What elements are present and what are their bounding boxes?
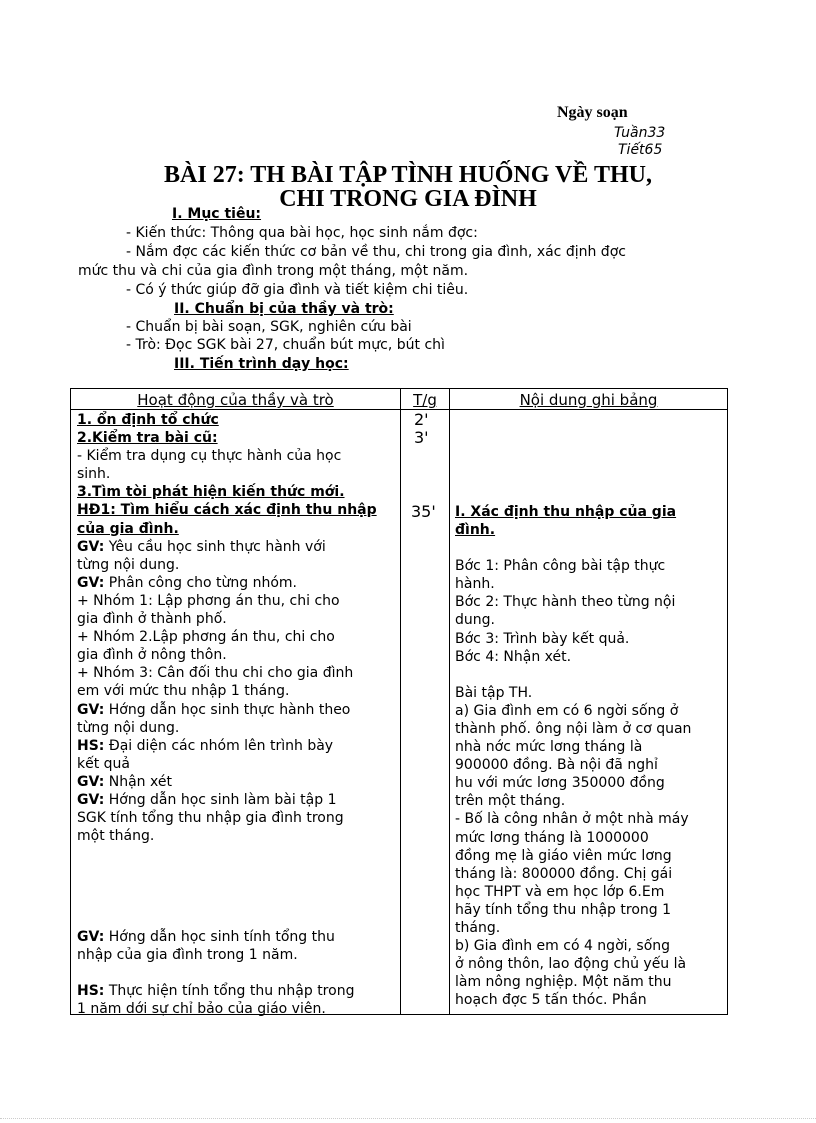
week-label: Tuần33 xyxy=(614,125,666,141)
content-text: Bớc 2: Thực hành theo từng nội xyxy=(455,594,676,611)
objective-item: mức thu và chi của gia đình trong một tháng, một năm. xyxy=(78,263,469,279)
time-mark: 35' xyxy=(411,502,436,521)
date-label: Ngày soạn xyxy=(557,104,628,121)
activity-line xyxy=(77,574,377,592)
activity-text: sinh. xyxy=(77,466,111,483)
activity-column xyxy=(77,411,377,845)
section-procedure-heading: III. Tiến trình dạy học: xyxy=(174,356,349,372)
time-mark: 2' xyxy=(414,410,429,429)
objective-item: - Có ý thức giúp đỡ gia đình và tiết kiệm chi tiêu. xyxy=(126,282,469,298)
content-text: Bớc 3: Trình bày kết quả. xyxy=(455,630,630,647)
hd1-heading: HĐ1: Tìm hiểu cách xác định thu nhập xyxy=(77,502,377,519)
objective-item: - Kiến thức: Thông qua bài học, học sinh nắm đợc: xyxy=(126,225,478,241)
activity-text: em với mức thu nhập 1 tháng. xyxy=(77,683,290,700)
activity-text: Nhận xét xyxy=(104,773,172,790)
activity-text: Yêu cầu học sinh thực hành với xyxy=(104,538,326,555)
teacher-label: GV: xyxy=(77,701,105,718)
content-text: làm nông nghiệp. Một năm thu xyxy=(455,974,672,991)
content-text: ở nông thôn, lao động chủ yếu là xyxy=(455,956,687,973)
activity-line xyxy=(77,701,377,719)
section-objectives-heading: I. Mục tiêu: xyxy=(172,206,262,222)
step-stabilize: 1. ổn định tổ chức xyxy=(77,412,219,428)
content-text: 900000 đồng. Bà nội đã nghỉ xyxy=(455,757,658,774)
activity-text: Hớng dẫn học sinh tính tổng thu xyxy=(104,929,335,945)
content-text: Bài tập TH. xyxy=(455,684,533,701)
page-footer-line xyxy=(0,1118,816,1119)
content-text: b) Gia đình em có 4 ngời, sống xyxy=(455,938,671,955)
activity-text: gia đình ở nông thôn. xyxy=(77,647,227,664)
period-label: Tiết65 xyxy=(618,142,663,158)
content-text: dung. xyxy=(455,612,495,629)
teacher-label: GV: xyxy=(77,773,105,790)
content-spacer xyxy=(455,539,691,557)
activity-line xyxy=(77,791,377,809)
step-review: 2.Kiểm tra bài cũ: xyxy=(77,430,218,447)
lesson-table xyxy=(70,388,728,1018)
content-text: hu với mức lơng 350000 đồng xyxy=(455,775,665,792)
activity-text: từng nội dung. xyxy=(77,719,180,736)
activity-text: + Nhóm 1: Lập phơng án thu, chi cho xyxy=(77,592,340,609)
hd1-heading: của gia đình. xyxy=(77,520,179,537)
activity-text: + Nhóm 3: Cân đối thu chi cho gia đình xyxy=(77,665,354,682)
column-divider xyxy=(449,389,450,1014)
content-column xyxy=(455,503,691,1009)
header-divider xyxy=(71,409,727,410)
header-content: Nội dung ghi bảng xyxy=(519,391,658,409)
teacher-label: GV: xyxy=(77,929,105,945)
activity-text: gia đình ở thành phố. xyxy=(77,611,227,628)
activity-line xyxy=(77,982,354,1000)
activity-text: Đại diện các nhóm lên trình bày xyxy=(104,737,334,754)
activity-text: + Nhóm 2.Lập phơng án thu, chi cho xyxy=(77,629,335,646)
content-text: thành phố. ông nội làm ở cơ quan xyxy=(455,720,692,737)
activity-text: nhập của gia đình trong 1 năm. xyxy=(77,947,298,964)
content-text: hoạch đợc 5 tấn thóc. Phần xyxy=(455,992,647,1009)
activity-text: một tháng. xyxy=(77,828,155,845)
activity-text: Hớng dẫn học sinh thực hành theo xyxy=(104,701,351,718)
content-text: a) Gia đình em có 6 ngời sống ở xyxy=(455,702,679,719)
content-text: hành. xyxy=(455,576,495,593)
lesson-title-line2: CHI TRONG GIA ĐÌNH xyxy=(279,186,537,212)
activity-text: Phân công cho từng nhóm. xyxy=(104,574,297,591)
activity-line xyxy=(77,538,377,556)
activity-line xyxy=(77,928,335,946)
preparation-item: - Chuẩn bị bài soạn, SGK, nghiên cứu bài xyxy=(126,319,412,335)
student-label: HS: xyxy=(77,737,105,754)
teacher-label: GV: xyxy=(77,538,105,555)
time-mark: 3' xyxy=(414,428,429,447)
column-divider xyxy=(400,389,401,1014)
activity-line xyxy=(77,773,377,791)
activity-text: Thực hiện tính tổng thu nhập trong xyxy=(104,983,355,999)
header-activity: Hoạt động của thầy và trò xyxy=(137,391,334,409)
section-preparation-heading: II. Chuẩn bị của thầy và trò: xyxy=(174,301,394,317)
header-time: T/g xyxy=(413,391,437,409)
activity-text: Hớng dẫn học sinh làm bài tập 1 xyxy=(104,791,337,808)
content-text: nhà nớc mức lơng tháng là xyxy=(455,739,643,756)
content-heading: đình. xyxy=(455,522,496,539)
content-text: tháng. xyxy=(455,919,501,936)
activity-column-bottom xyxy=(77,982,354,1018)
step-discovery: 3.Tìm tòi phát hiện kiến thức mới. xyxy=(77,484,345,501)
activity-text: - Kiểm tra dụng cụ thực hành của học xyxy=(77,448,342,465)
content-heading: I. Xác định thu nhập của gia xyxy=(455,504,677,520)
content-spacer xyxy=(455,666,691,684)
content-text: hãy tính tổng thu nhập trong 1 xyxy=(455,901,671,918)
content-text: - Bố là công nhân ở một nhà máy xyxy=(455,811,689,828)
activity-text: 1 năm dới sự chỉ bảo của giáo viên. xyxy=(77,1001,326,1018)
activity-text: từng nội dung. xyxy=(77,556,180,573)
content-text: Bớc 4: Nhận xét. xyxy=(455,648,572,665)
objective-item: - Nắm đợc các kiến thức cơ bản về thu, chi trong gia đình, xác định đợc xyxy=(126,244,626,260)
content-text: mức lơng tháng là 1000000 xyxy=(455,829,649,846)
activity-column-lower xyxy=(77,928,335,964)
teacher-label: GV: xyxy=(77,574,105,591)
lesson-title-line1: BÀI 27: TH BÀI TẬP TÌNH HUỐNG VỀ THU, xyxy=(164,162,652,188)
activity-line xyxy=(77,737,377,755)
content-text: tháng là: 800000 đồng. Chị gái xyxy=(455,865,673,882)
student-label: HS: xyxy=(77,983,105,999)
activity-text: kết quả xyxy=(77,755,130,772)
content-text: học THPT và em học lớp 6.Em xyxy=(455,883,665,900)
activity-text: SGK tính tổng thu nhập gia đình trong xyxy=(77,810,344,827)
preparation-item: - Trò: Đọc SGK bài 27, chuẩn bút mực, bút chì xyxy=(126,337,445,353)
content-text: trên một tháng. xyxy=(455,793,566,810)
teacher-label: GV: xyxy=(77,791,105,808)
content-text: Bớc 1: Phân công bài tập thực xyxy=(455,558,666,575)
content-text: đồng mẹ là giáo viên mức lơng xyxy=(455,847,672,864)
